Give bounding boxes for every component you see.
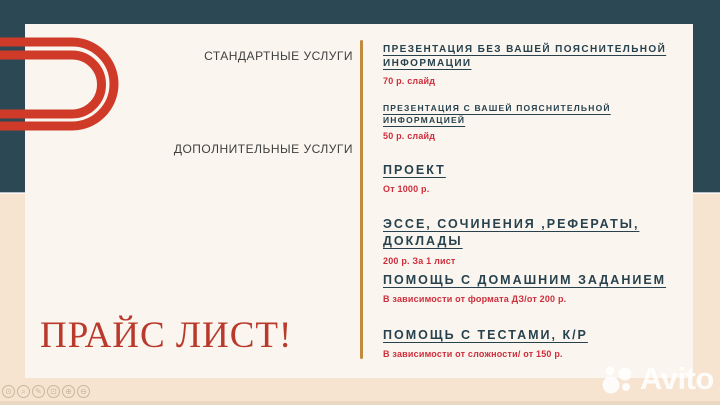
paperclip-decoration-icon	[0, 0, 130, 140]
service-name: ПРОЕКТ	[383, 163, 446, 177]
service-item	[383, 272, 675, 305]
camera-icon: ⊙	[2, 385, 15, 398]
zoom-out-icon: ⊖	[77, 385, 90, 398]
bottom-edge-shade	[0, 401, 720, 405]
service-price: В зависимости от сложности/ от 150 р.	[383, 349, 563, 360]
service-name: ПРЕЗЕНТАЦИЯ С ВАШЕЙ ПОЯСНИТЕЛЬНОЙ ИНФОРМАЦИЕЙ	[383, 103, 611, 125]
service-item	[383, 327, 675, 360]
service-price: 200 р. За 1 лист	[383, 255, 456, 266]
service-price: 70 р. слайд	[383, 75, 436, 86]
avito-watermark	[601, 361, 714, 397]
zoom-in-icon: ⊕	[62, 385, 75, 398]
divider-line	[360, 40, 363, 359]
service-name: ПОМОЩЬ С ДОМАШНИМ ЗАДАНИЕМ	[383, 273, 667, 287]
service-name: ПРЕЗЕНТАЦИЯ БЕЗ ВАШЕЙ ПОЯСНИТЕЛЬНОЙ ИНФОРМАЦИИ	[383, 44, 667, 69]
service-item	[383, 216, 675, 266]
crop-icon: ⊡	[47, 385, 60, 398]
page-title: ПРАЙС ЛИСТ!	[40, 315, 293, 356]
service-item	[383, 162, 675, 195]
watermark-toolbar	[2, 385, 90, 398]
standard-services-label: СТАНДАРТНЫЕ УСЛУГИ	[204, 49, 353, 63]
service-price: 50 р. слайд	[383, 131, 436, 142]
service-name: ПОМОЩЬ С ТЕСТАМИ, К/Р	[383, 328, 588, 342]
service-name: ЭССЕ, СОЧИНЕНИЯ ,РЕФЕРАТЫ, ДОКЛАДЫ	[383, 217, 640, 249]
service-price: От 1000 р.	[383, 184, 430, 195]
service-price: В зависимости от формата ДЗ/от 200 р.	[383, 294, 567, 305]
service-item	[383, 43, 675, 86]
additional-services-label: ДОПОЛНИТЕЛЬНЫЕ УСЛУГИ	[173, 142, 353, 156]
avito-logo-icon	[601, 361, 637, 397]
service-item	[383, 103, 629, 142]
magnifier-icon: ⌕	[17, 385, 30, 398]
pencil-icon: ✎	[32, 385, 45, 398]
avito-wordmark: Avito	[640, 361, 714, 396]
